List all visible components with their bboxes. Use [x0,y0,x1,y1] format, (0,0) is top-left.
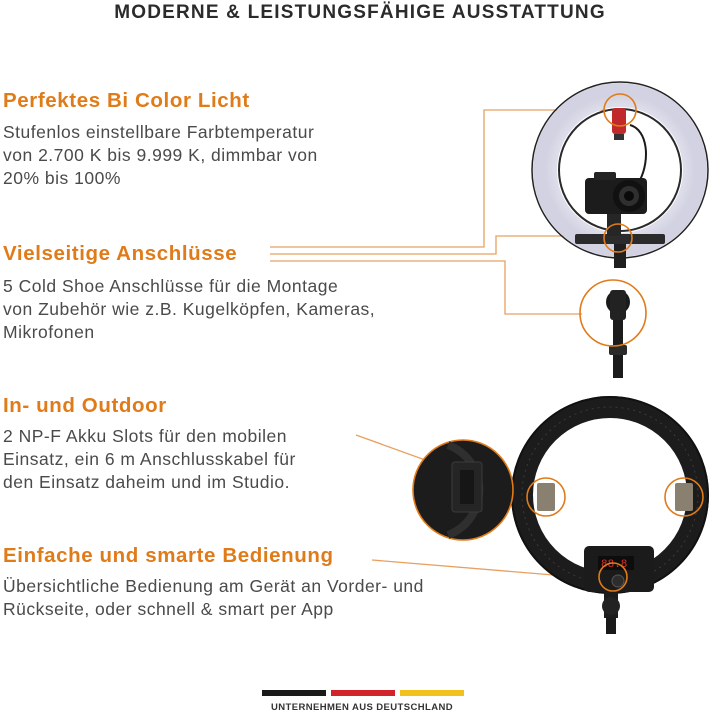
feature-title-connectors: Vielseitige Anschlüsse [3,242,238,265]
flag-stripe-black [262,690,326,696]
battery-slot-zoom-inset [413,440,513,540]
feature-desc-outdoor: 2 NP-F Akku Slots für den mobilen Einsatz, ein 6 m Anschlusskabel für den Einsatz daheim und im Studio. [3,426,296,492]
feature-title-outdoor: In- und Outdoor [3,394,167,417]
svg-text:88.8: 88.8 [601,559,628,571]
feature-title-bicolor: Perfektes Bi Color Licht [3,89,250,112]
page-title: MODERNE & LEISTUNGSFÄHIGE AUSSTATTUNG [114,2,606,23]
footer-label: UNTERNEHMEN AUS DEUTSCHLAND [271,702,453,713]
ring-light-back-controls [512,397,708,634]
flag-stripe-gold [400,690,464,696]
feature-desc-controls: Übersichtliche Bedienung am Gerät an Vorder- und Rückseite, oder schnell & smart per App [3,576,424,619]
ring-light-front-lit [532,82,708,378]
feature-title-controls: Einfache und smarte Bedienung [3,544,334,567]
feature-desc-connectors: 5 Cold Shoe Anschlüsse für die Montage von Zubehör wie z.B. Kugelköpfen, Kameras, Mikrofonen [3,276,376,342]
flag-stripe-red [331,690,395,696]
feature-desc-bicolor: Stufenlos einstellbare Farbtemperatur von 2.700 K bis 9.999 K, dimmbar von 20% bis 100% [3,122,318,188]
